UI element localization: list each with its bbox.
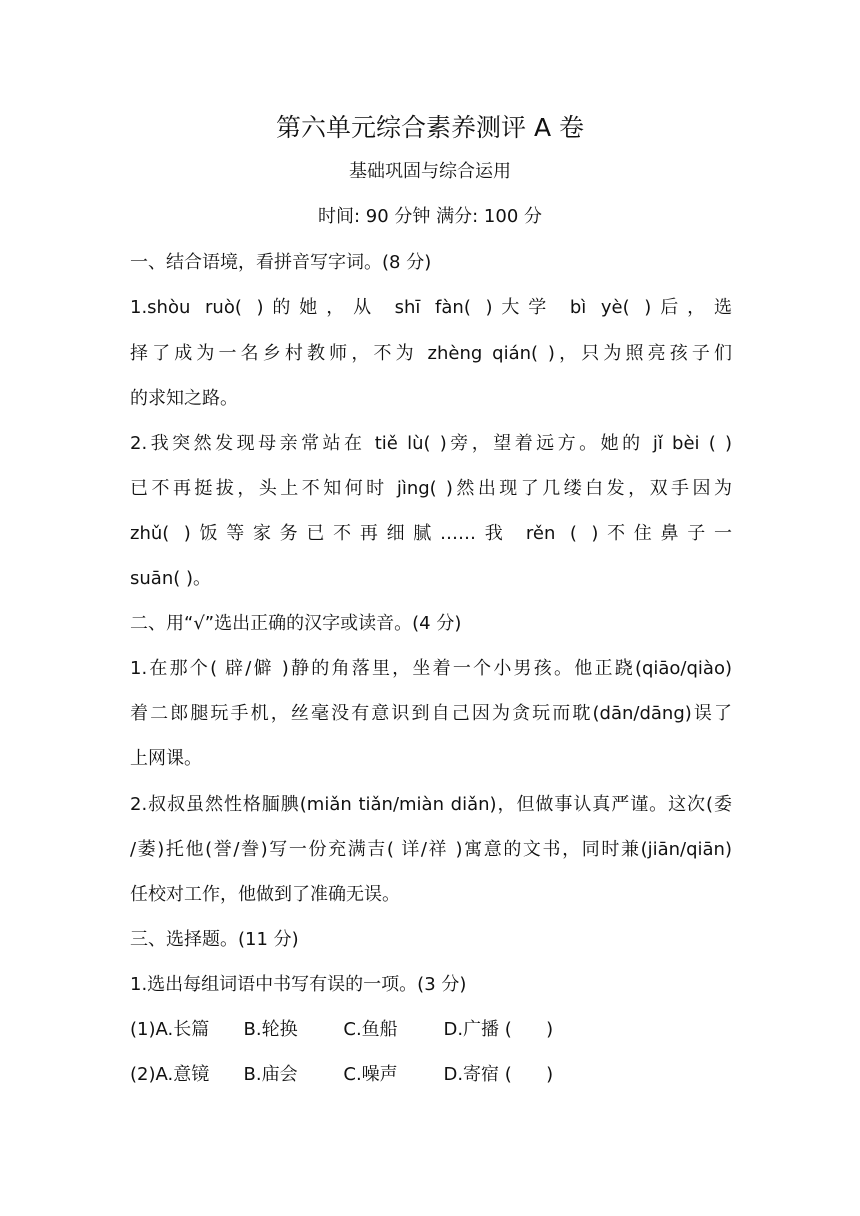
- s2-q1-line1: 1.在那个( 辟/僻 )静的角落里，坐着一个小男孩。他正跷(qiāo/qiào): [130, 658, 732, 679]
- s1-q2-line2: 已不再挺拔，头上不知何时 jìng( )然出现了几缕白发，双手因为: [130, 478, 732, 499]
- time-info: 时间: 90 分钟 满分: 100 分: [318, 206, 542, 227]
- section2-heading: 二、用“√”选出正确的汉字或读音。(4 分): [130, 613, 462, 634]
- s1-q1-line1: 1.shòu ruò( )的她，从 shī fàn( )大学 bì yè( )后，选: [130, 297, 732, 318]
- s1-q2-line4: suān( )。: [130, 568, 211, 589]
- s2-q2-line2: /萎)托他(誉/誊)写一份充满吉( 详/祥 )寓意的文书，同时兼(jiān/qiān): [130, 839, 732, 860]
- s2-q1-line3: 上网课。: [130, 748, 202, 769]
- s1-q1-line2: 择了成为一名乡村教师，不为 zhèng qián( )，只为照亮孩子们: [130, 343, 732, 364]
- s3-q1-title: 1.选出每组词语中书写有误的一项。(3 分): [130, 974, 467, 995]
- page-title: 第六单元综合素养测评 A 卷: [276, 113, 584, 142]
- section1-heading: 一、结合语境，看拼音写字词。(8 分): [130, 252, 432, 273]
- s3-q1-option-1: (1)A.长篇 B.轮换 C.鱼船 D.广播 ( ): [130, 1019, 554, 1040]
- s1-q2-line3: zhǔ( )饭等家务已不再细腻……我 rěn ( )不住鼻子一: [130, 523, 732, 544]
- s1-q2-line1: 2.我突然发现母亲常站在 tiě lù( )旁，望着远方。她的 jǐ bèi ( ): [130, 433, 732, 454]
- s1-q1-line3: 的求知之路。: [130, 388, 238, 409]
- s3-q1-option-2: (2)A.意镜 B.庙会 C.噪声 D.寄宿 ( ): [130, 1064, 554, 1085]
- s2-q2-line3: 任校对工作，他做到了准确无误。: [130, 884, 400, 905]
- s2-q1-line2: 着二郎腿玩手机，丝毫没有意识到自己因为贪玩而耽(dān/dāng)误了: [130, 703, 732, 724]
- section3-heading: 三、选择题。(11 分): [130, 929, 299, 950]
- s2-q2-line1: 2.叔叔虽然性格腼腆(miǎn tiǎn/miàn diǎn)，但做事认真严谨。这次(委: [130, 794, 732, 815]
- page-subtitle: 基础巩固与综合运用: [349, 161, 511, 182]
